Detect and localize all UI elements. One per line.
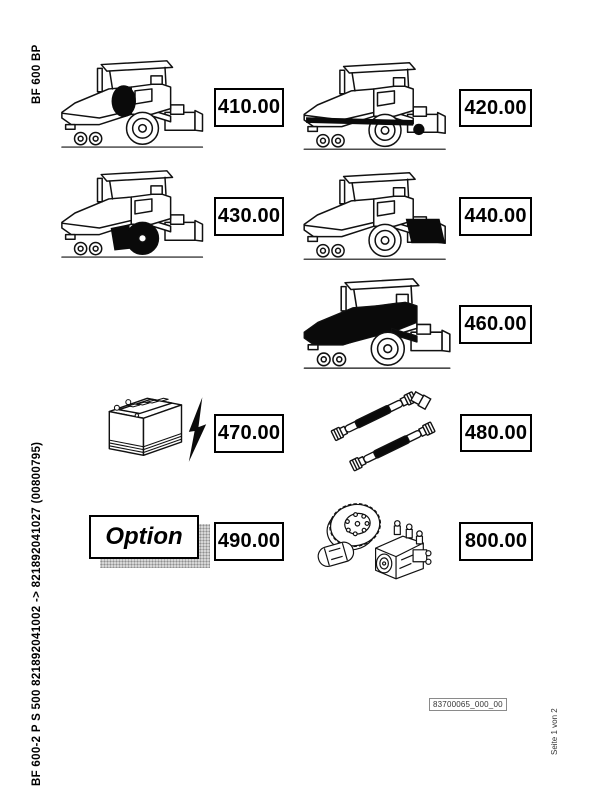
hydraulic-pump xyxy=(376,521,431,579)
small-cylinder xyxy=(316,540,356,569)
paver-icon xyxy=(60,166,210,260)
paver-figure-460[interactable] xyxy=(302,274,458,371)
paver-figure-440[interactable] xyxy=(300,168,455,262)
serial-number-footer: BF 600-2 P S 500 821892041002 -> 821892041027 (00800795) xyxy=(31,441,43,786)
paver-figure-410[interactable] xyxy=(60,56,210,150)
paver-icon xyxy=(300,168,455,262)
paver-figure-430[interactable] xyxy=(60,166,210,260)
hydraulic-hoses-icon xyxy=(330,390,458,473)
screed-highlight xyxy=(406,219,445,243)
paver-icon xyxy=(302,274,458,371)
paver-icon xyxy=(300,58,455,152)
group-link-800[interactable]: 800.00 xyxy=(459,522,533,561)
lightning-bolt-figure xyxy=(184,396,211,464)
paver-icon xyxy=(60,56,210,150)
drive-wheel-highlight xyxy=(111,222,159,254)
battery-icon xyxy=(96,390,191,475)
paver-figure-420[interactable] xyxy=(300,58,455,152)
hoses-figure-480[interactable] xyxy=(330,390,458,473)
group-link-430[interactable]: 430.00 xyxy=(214,197,284,236)
pump-drive-figure-800[interactable] xyxy=(303,497,455,589)
group-link-420[interactable]: 420.00 xyxy=(459,89,532,127)
page-indicator: Seite 1 von 2 xyxy=(550,708,559,755)
group-link-440[interactable]: 440.00 xyxy=(459,197,532,236)
option-box[interactable]: Option xyxy=(89,515,199,559)
machine-model-header: BF 600 BP xyxy=(31,44,43,104)
group-link-460[interactable]: 460.00 xyxy=(459,305,532,344)
battery-figure-470[interactable] xyxy=(96,390,191,475)
group-link-470[interactable]: 470.00 xyxy=(214,414,284,453)
engine-compartment-highlight xyxy=(112,85,136,117)
document-number: 83700065_000_00 xyxy=(429,698,507,711)
group-link-410[interactable]: 410.00 xyxy=(214,88,284,127)
group-link-480[interactable]: 480.00 xyxy=(460,414,532,452)
pump-drive-icon xyxy=(303,497,455,589)
group-link-490[interactable]: 490.00 xyxy=(214,522,284,561)
lightning-bolt-icon xyxy=(184,396,211,464)
